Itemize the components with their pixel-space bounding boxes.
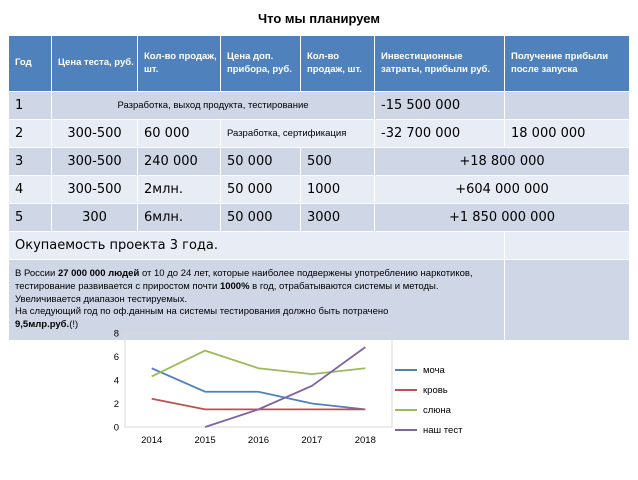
note-p1-bold2: 1000% [219, 280, 250, 292]
legend-swatch [395, 389, 417, 391]
cell-sales: 2млн. [138, 176, 221, 204]
cell-merged: Разработка, выход продукта, тестирование [52, 92, 375, 120]
table-row [9, 204, 630, 232]
note-p1-pre: В России [15, 267, 58, 279]
note-p1-end: в год, отрабатываются системы и методы. [249, 280, 439, 292]
table-row [9, 176, 630, 204]
cell-invest: -32 700 000 [375, 120, 505, 148]
header-device-price: Цена доп. прибора, руб. [221, 36, 301, 92]
header-year: Год [9, 36, 52, 92]
cell-price: 300 [52, 204, 138, 232]
y-tick-label: 6 [113, 352, 119, 363]
cell-merged: Разработка, сертификация [221, 120, 375, 148]
legend-item [395, 360, 505, 380]
legend-label: моча [423, 364, 445, 376]
table-header-row [9, 36, 630, 92]
note-p1-post: от 10 до 24 лет, которые наиболее подвержены употреблению наркотиков, тестирование развивается с приростом почти [15, 267, 473, 292]
cell-year: 2 [9, 120, 52, 148]
header-test-sales: Кол-во продаж, шт. [138, 36, 221, 92]
y-tick-label: 8 [113, 328, 119, 340]
legend-item [395, 400, 505, 420]
legend-item [395, 420, 505, 440]
cell-result: +1 850 000 000 [375, 204, 630, 232]
payback-empty-cell [505, 232, 630, 260]
payback-text: Окупаемость проекта 3 года. [9, 232, 505, 260]
x-tick-label: 2017 [301, 435, 323, 446]
series-line-кровь [152, 399, 366, 410]
y-tick-label: 2 [113, 399, 119, 410]
legend-label: кровь [423, 384, 448, 396]
header-test-price: Цена теста, руб. [52, 36, 138, 92]
slide-title: Что мы планируем [258, 11, 380, 26]
cell-price: 300-500 [52, 176, 138, 204]
cell-year: 4 [9, 176, 52, 204]
x-tick-label: 2018 [354, 435, 376, 446]
cell-invest: -15 500 000 [375, 92, 505, 120]
note-p3-bold: 9,5млр.руб. [15, 319, 70, 331]
x-tick-label: 2014 [141, 435, 163, 446]
note-p2: Увеличивается диапазон тестируемых. [15, 293, 188, 305]
cell-result: +604 000 000 [375, 176, 630, 204]
y-tick-label: 0 [113, 422, 119, 434]
plot-area [125, 333, 392, 427]
cell-device-sales: 1000 [301, 176, 375, 204]
legend-label: слюна [423, 404, 451, 416]
cell-profit [505, 92, 630, 120]
note-p1-bold: 27 000 000 людей [57, 267, 140, 279]
cell-price: 300-500 [52, 120, 138, 148]
table-row [9, 148, 630, 176]
payback-row [9, 232, 630, 260]
cell-device-price: 50 000 [221, 176, 301, 204]
legend-label: наш тест [423, 424, 463, 436]
cell-year: 3 [9, 148, 52, 176]
note-empty-cell [505, 260, 630, 341]
note-p3: На следующий год по оф.данным на системы тестирования должно быть потрачено [15, 306, 389, 318]
header-device-sales: Кол-во продаж, шт. [301, 36, 375, 92]
y-tick-label: 4 [113, 375, 119, 387]
cell-year: 5 [9, 204, 52, 232]
cell-sales: 240 000 [138, 148, 221, 176]
chart-legend [395, 360, 505, 440]
cell-device-price: 50 000 [221, 148, 301, 176]
cell-device-sales: 3000 [301, 204, 375, 232]
cell-year: 1 [9, 92, 52, 120]
cell-device-price: 50 000 [221, 204, 301, 232]
cell-profit: 18 000 000 [505, 120, 630, 148]
legend-swatch [395, 429, 417, 431]
x-tick-label: 2016 [247, 435, 270, 446]
legend-swatch [395, 409, 417, 411]
table-row [9, 120, 630, 148]
cell-sales: 60 000 [138, 120, 221, 148]
cell-sales: 6млн. [138, 204, 221, 232]
header-profit: Получение прибыли после запуска [505, 36, 630, 92]
cell-result: +18 800 000 [375, 148, 630, 176]
x-tick-label: 2015 [194, 435, 216, 446]
plan-table [8, 35, 630, 341]
note-p3-end: (!) [69, 319, 79, 331]
series-line-моча [152, 368, 366, 409]
legend-swatch [395, 369, 417, 371]
table-row [9, 92, 630, 120]
legend-item [395, 380, 505, 400]
cell-price: 300-500 [52, 148, 138, 176]
series-line-слюна [152, 351, 366, 377]
header-investment: Инвестиционные затраты, прибыли руб. [375, 36, 505, 92]
cell-device-sales: 500 [301, 148, 375, 176]
